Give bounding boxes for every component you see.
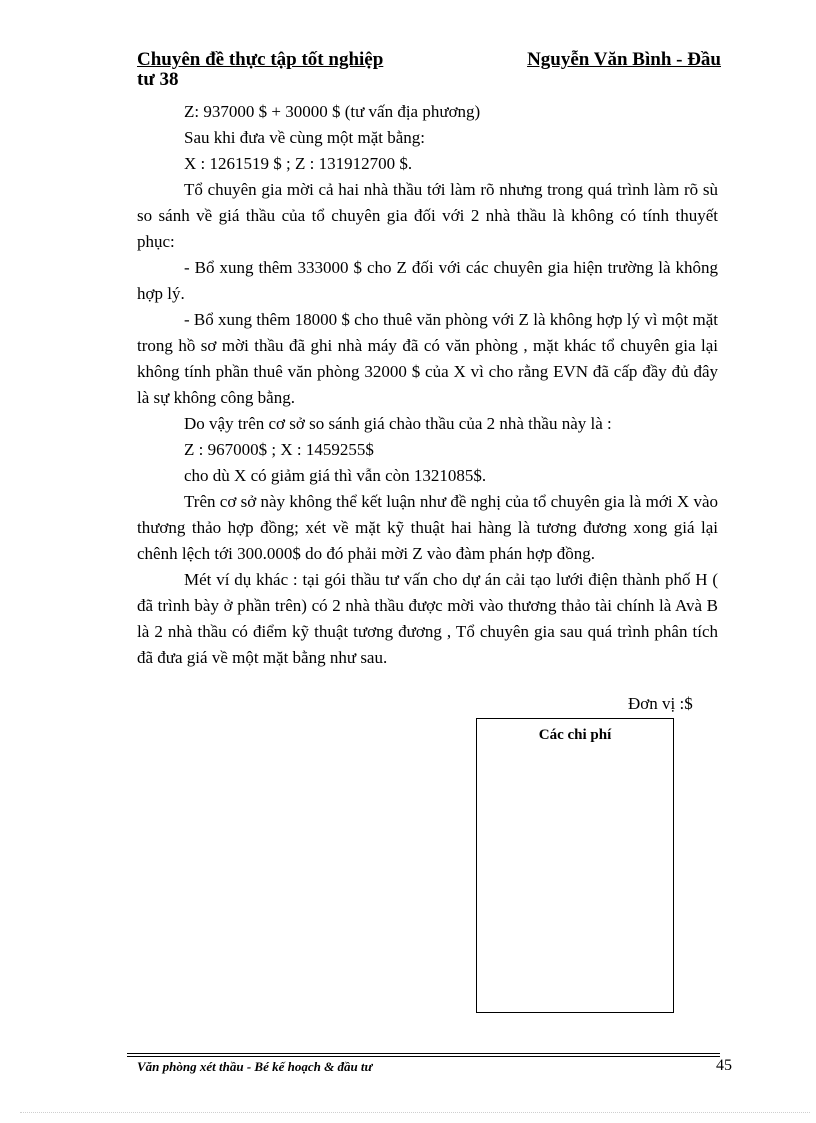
paragraph: X : 1261519 $ ; Z : 131912700 $.: [184, 154, 413, 173]
footer-rule: [127, 1053, 720, 1054]
footer-rule: [127, 1056, 720, 1057]
paragraph: Do vậy trên cơ sở so sánh giá chào thầu của 2 nhà thầu này là :: [184, 414, 612, 433]
cost-table: [476, 718, 674, 1013]
header-continuation: tư 38: [137, 69, 179, 90]
page-edge-divider: [20, 1112, 810, 1113]
table-header-costs: Các chi phí: [538, 727, 612, 743]
paragraph: Trên cơ sở này không thể kết luận như đề nghị của tổ chuyên gia là mới X vào thương thảo hợp đồng; xét về mặt kỹ thuật hai hàng là tương đương xong giá lại chênh lệch tới 300.000$ do đó phải mời Z vào đàm phán hợp đồng.: [137, 492, 718, 563]
paragraph: Mét ví dụ khác : tại gói thầu tư vấn cho dự án cải tạo lưới điện thành phố H ( đã trình bày ở phần trên) có 2 nhà thầu được mời vào thương thảo tài chính là Avà B là 2 nhà thầu có điểm kỹ thuật tương đương , Tổ chuyên gia sau quá trình phân tích đã đưa giá về một mặt bằng như sau.: [137, 570, 718, 667]
paragraph: Tổ chuyên gia mời cả hai nhà thầu tới làm rõ nhưng trong quá trình làm rõ sù so sánh về giá thầu của tổ chuyên gia đối với 2 nhà thầu là không có tính thuyết phục:: [137, 180, 718, 251]
paragraph: - Bổ xung thêm 333000 $ cho Z đối với các chuyên gia hiện trường là không hợp lý.: [137, 258, 718, 303]
header-author: Nguyễn Văn Bình - Đầu: [527, 49, 721, 70]
header-title: Chuyên đề thực tập tốt nghiệp: [137, 49, 384, 70]
paragraph: - Bổ xung thêm 18000 $ cho thuê văn phòng với Z là không hợp lý vì một mặt trong hồ sơ mời thầu đã ghi nhà máy đã có văn phòng , mặt khác tổ chuyên gia lại không tính phần thuê văn phòng 32000 $ của X vì cho rằng EVN đã cấp đầy đủ đây là sự không công bằng.: [137, 310, 718, 407]
page-header: [137, 49, 721, 90]
paragraph: Z : 967000$ ; X : 1459255$: [184, 440, 374, 459]
unit-label: Đơn vị :$: [628, 694, 693, 713]
paragraph: Z: 937000 $ + 30000 $ (tư vấn địa phương): [184, 102, 481, 121]
footer-text: Văn phòng xét thầu - Bé kế hoạch & đầu tư: [137, 1059, 373, 1074]
paragraph: Sau khi đưa về cùng một mặt bằng:: [184, 128, 426, 147]
body-text: [137, 99, 718, 671]
page-number: 45: [716, 1057, 732, 1074]
paragraph: cho dù X có giảm giá thì vẫn còn 1321085$.: [184, 466, 487, 485]
